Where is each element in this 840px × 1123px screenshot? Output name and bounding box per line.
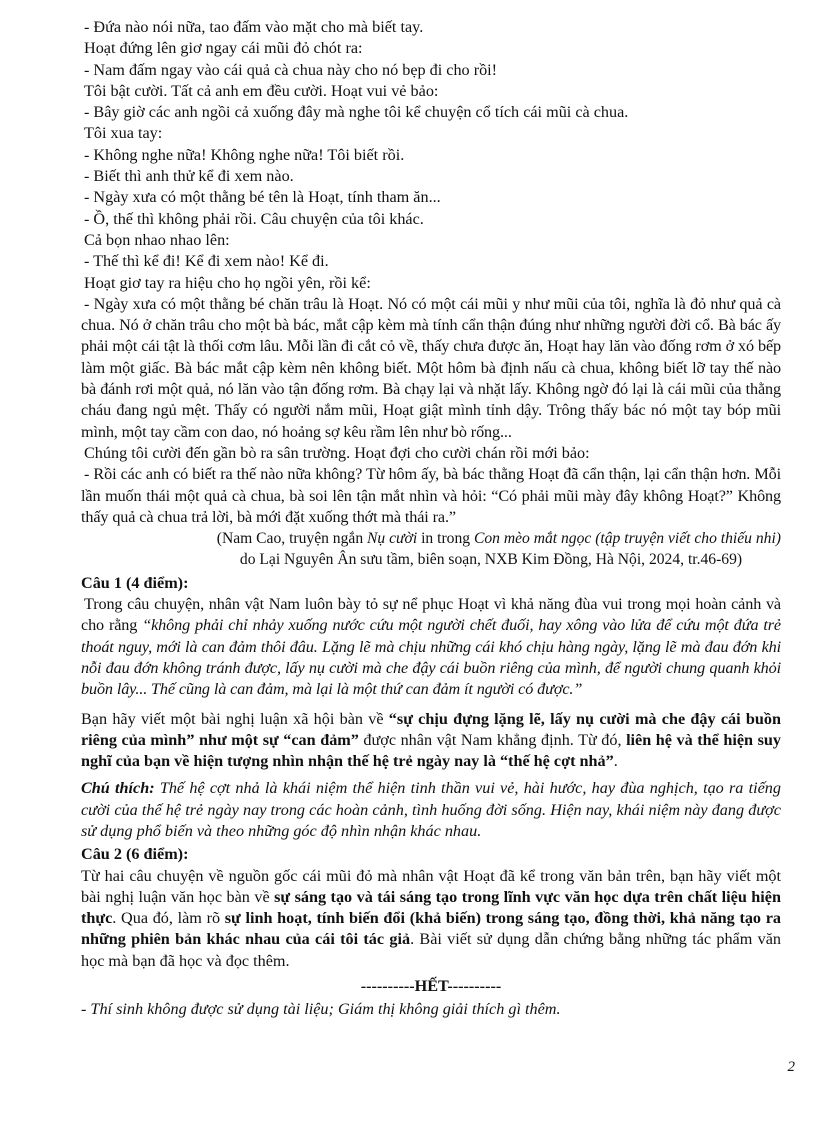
laugh-line: Chúng tôi cười đến gần bò ra sân trường. Hoạt đợi cho cười chán rồi mới bảo: — [84, 443, 590, 462]
dialogue-line: - Ngày xưa có một thằng bé tên là Hoạt, tính tham ăn... — [84, 188, 441, 207]
note-label: Chú thích: — [81, 779, 155, 798]
dialogue-line: - Bây giờ các anh ngồi cả xuống đây mà nghe tôi kể chuyện cổ tích cái mũi cà chua. — [84, 103, 629, 122]
source-citation-line2: do Lại Nguyên Ân sưu tầm, biên soạn, NXB Kim Đồng, Hà Nội, 2024, tr.46-69) — [239, 551, 743, 569]
question1-note — [81, 778, 781, 842]
citation-story-title: Nụ cười — [367, 530, 418, 548]
question2-b: sự sáng tạo và tái sáng tạo trong lĩnh vực văn học dựa trên chất liệu hiện thực — [81, 887, 781, 928]
question2-title: Câu 2 (6 điểm): — [81, 845, 189, 864]
question2-body — [81, 866, 781, 972]
dialogue-line: - Biết thì anh thử kể đi xem nào. — [84, 167, 294, 186]
question1-task-d: liên hệ và thể hiện suy nghĩ của bạn về hiện tượng nhìn nhận thế hệ trẻ ngày nay là “thế hệ cợt nhả” — [81, 730, 781, 771]
source-citation — [81, 528, 781, 549]
dialogue-line: Tôi bật cười. Tất cả anh em đều cười. Hoạt vui vẻ bảo: — [84, 81, 439, 100]
question2-c: . Qua đó, làm rõ — [112, 909, 225, 928]
question1-task-c: được nhân vật Nam khẳng định. Từ đó, — [358, 730, 627, 749]
dialogue-line: Tôi xua tay: — [84, 124, 163, 143]
question2-a: Từ hai câu chuyện về nguồn gốc cái mũi đỏ mà nhân vật Hoạt đã kể trong văn bản trên, bạn hãy viết một bài nghị luận văn học bàn về — [81, 866, 781, 906]
story-paragraph: - Ngày xưa có một thằng bé chăn trâu là Hoạt. Nó có một cái mũi y như mũi của tôi, nghĩa là đỏ như quả cà chua. Nó ở chăn trâu cho một bà bác, mắt cập kèm mà tính cẩn thận đúng như những người đời cổ. Bà bác ấy phải một cái tật là thối cơm lâu. Mỗi lần đi cắt cỏ về, thấy chưa được ăn, Hoạt hay lăn vào đống rơm ở xó bếp làm một giấc. Bà bác mắt cập kèm nên không biết. Một hôm bà định nấu cà chua, không biết lỡ tay thế nào bà đánh rơi một quả, nó lăn vào tận đống rơm. Bà chạy lại và nhặt lấy. Không ngờ đó lại là cái mũi của thằng cháu đang ngủ mệt. Thấy có người nắm mũi, Hoạt giật mình tỉnh dậy. Trông thấy bác nó một tay bóp mũi mình, một tay cầm con dao, nó hoảng sợ kêu rầm lên như bò rống... — [81, 294, 781, 441]
dialogue-line: - Không nghe nữa! Không nghe nữa! Tôi biết rồi. — [84, 145, 405, 164]
end-mark: ----------HẾT---------- — [360, 977, 502, 996]
question1-intro-text: Trong câu chuyện, nhân vật Nam luôn bày tỏ sự nể phục Hoạt vì khả năng đùa vui trong mọi hoàn cảnh và cho rằng — [81, 595, 781, 635]
question1-task — [81, 709, 781, 773]
question1-task-e: . — [613, 752, 618, 771]
citation-book-title: Con mèo mắt ngọc (tập truyện viết cho thiếu nhi) — [473, 530, 781, 548]
question1-title: Câu 1 (4 điểm): — [81, 573, 189, 592]
footnote: - Thí sinh không được sử dụng tài liệu; Giám thị không giải thích gì thêm. — [81, 1000, 561, 1019]
dialogue-block — [81, 17, 781, 294]
question1-intro — [81, 594, 781, 700]
question1-task-a: Bạn hãy viết một bài nghị luận xã hội bàn về — [81, 709, 389, 728]
question1-task-b: “sự chịu đựng lặng lẽ, lấy nụ cười mà che đậy cái buồn riêng của mình” như một sự “can đảm” — [81, 709, 781, 749]
citation-middle: in trong — [417, 530, 474, 548]
dialogue-line: - Thế thì kể đi! Kể đi xem nào! Kể đi. — [84, 252, 329, 271]
dialogue-line: Cả bọn nhao nhao lên: — [84, 230, 230, 249]
dialogue-line: - Đứa nào nói nữa, tao đấm vào mặt cho mà biết tay. — [84, 18, 424, 36]
page-content — [81, 17, 781, 1021]
dialogue-line: - Nam đấm ngay vào cái quả cà chua này cho nó bẹp đi cho rồi! — [84, 60, 498, 79]
note-text: Thế hệ cợt nhả là khái niệm thể hiện tinh thần vui vẻ, hài hước, hay đùa nghịch, tạo ra tiếng cười của thế hệ trẻ ngày nay trong các hoàn cảnh, tình huống đời sống. Hiện nay, khái niệm này đang được sử dụng phổ biến và theo những góc độ nhìn nhận khác nhau. — [81, 779, 781, 840]
dialogue-line: Hoạt giơ tay ra hiệu cho họ ngồi yên, rồi kể: — [84, 273, 371, 292]
question2-e: . Bài viết sử dụng dẫn chứng bằng những tác phẩm văn học mà bạn đã học và đọc thêm. — [81, 930, 781, 970]
question2-d: sự linh hoạt, tính biến đổi (khả biến) trong sáng tạo, đồng thời, khả năng tạo ra những phiên bản khác nhau của cái tôi tác giả — [81, 909, 781, 949]
citation-prefix: (Nam Cao, truyện ngắn — [216, 530, 368, 548]
page-number: 2 — [787, 1059, 795, 1075]
ending-paragraph: - Rồi các anh có biết ra thế nào nữa không? Từ hôm ấy, bà bác thằng Hoạt đã cẩn thận, lại cẩn thận hơn. Mỗi lần muốn thái một quả cà chua, bà soi lên tận mắt nhìn và hỏi: “Có phải mũi mày đây không Hoạt?” Không thấy quả cà chua trả lời, bà mới đặt xuống thớt mà thái ra.” — [81, 465, 781, 526]
question1-quote: “không phải chỉ nhảy xuống nước cứu một người chết đuối, hay xông vào lửa để cứu một đứa trẻ thoát nguy, mới là can đảm thôi đâu. Lặng lẽ mà chịu những cái khó chịu hàng ngày, lặng lẽ mà đau đớn khi nỗi đau đớn không tránh được, lấy nụ cười mà che đậy cái buồn riêng của mình, để người chung quanh khỏi buồn lây... Thế cũng là can đảm, mà lại là một thứ can đảm ít người có được.” — [81, 616, 781, 699]
dialogue-line: - Ồ, thế thì không phải rồi. Câu chuyện của tôi khác. — [84, 209, 424, 228]
dialogue-line: Hoạt đứng lên giơ ngay cái mũi đỏ chót ra: — [84, 39, 363, 58]
